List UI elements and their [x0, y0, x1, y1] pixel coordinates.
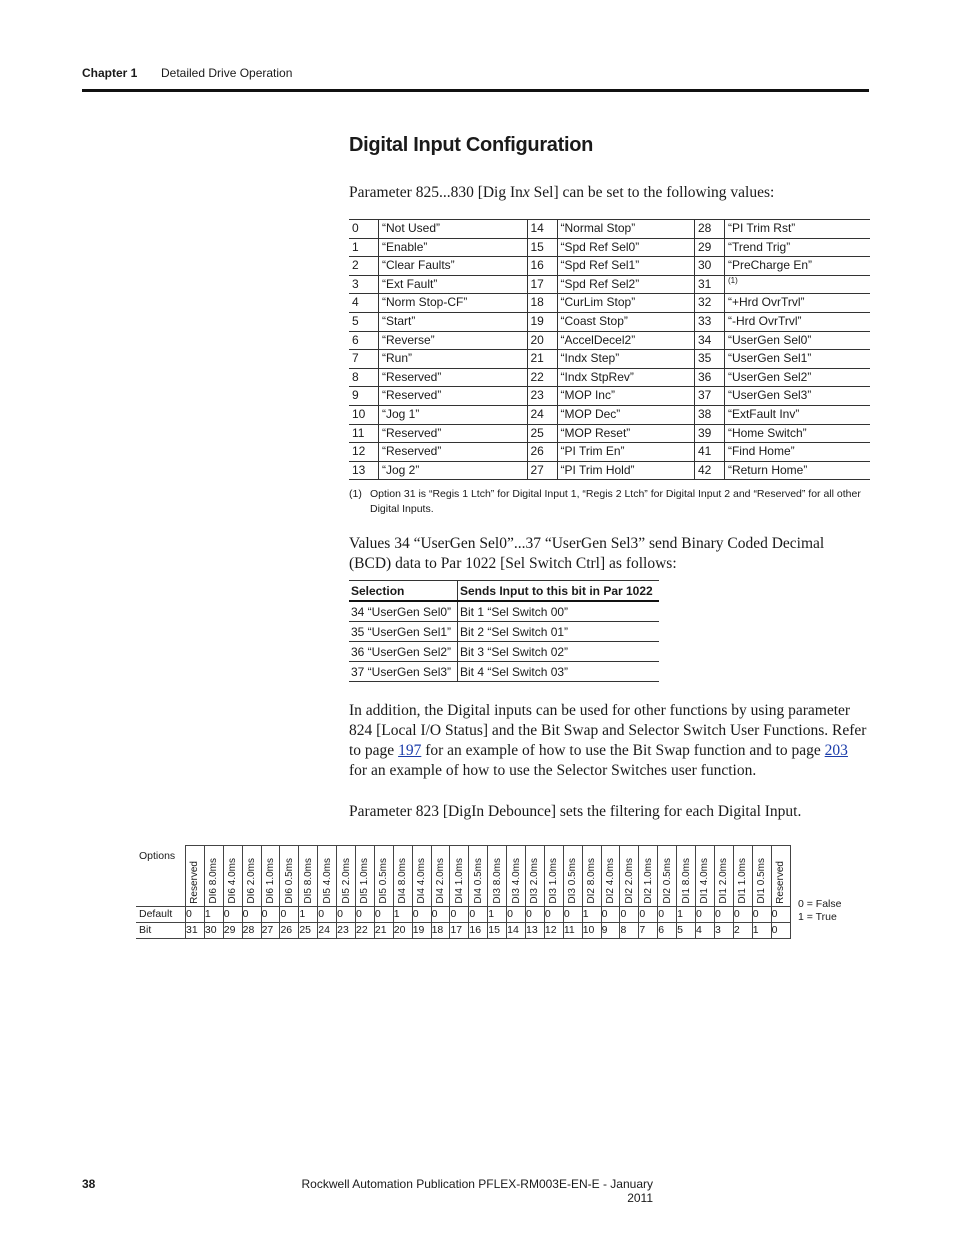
bit-number: 14: [507, 922, 526, 938]
option-label: DI6 1.0ms: [265, 857, 276, 904]
option-header-cell: [374, 846, 393, 907]
option-number: 20: [527, 331, 557, 350]
option-header-cell: [507, 846, 526, 907]
option-number: 32: [694, 294, 724, 313]
bit-number: 29: [223, 922, 242, 938]
option-number: 0: [349, 220, 379, 239]
default-value: 0: [507, 906, 526, 922]
option-header-cell: [431, 846, 450, 907]
option-name: “Reverse”: [379, 331, 528, 350]
bit-number: 11: [563, 922, 582, 938]
default-value: 0: [639, 906, 658, 922]
default-value: 0: [280, 906, 299, 922]
page-number: 38: [82, 1177, 96, 1191]
option-header-cell: [639, 846, 658, 907]
page-197-link[interactable]: 197: [398, 742, 422, 759]
option-number: 17: [527, 275, 557, 294]
option-name: “PI Trim Rst”: [724, 220, 870, 239]
default-value: 1: [582, 906, 601, 922]
option-label: DI3 8.0ms: [491, 857, 503, 904]
default-value: 1: [204, 906, 223, 922]
option-name: “Reserved”: [379, 443, 528, 462]
bcd-paragraph: Values 34 “UserGen Sel0”...37 “UserGen Sel3” send Binary Coded Decimal (BCD) data to Par 1022 [Sel Switch Ctrl] as follows:: [349, 535, 825, 572]
intro-text-var: x: [522, 184, 530, 201]
bit-label: Bit: [136, 922, 186, 938]
option-label: Reserved: [189, 860, 201, 904]
default-value: 0: [337, 906, 356, 922]
option-number: 33: [694, 312, 724, 331]
option-label: DI3 0.5ms: [567, 857, 579, 904]
bit-cell: Bit 1 “Sel Switch 00”: [458, 601, 660, 622]
option-number: 4: [349, 294, 379, 313]
option-number: 1: [349, 238, 379, 257]
option-name: “Spd Ref Sel2”: [557, 275, 694, 294]
option-name: “Trend Trig”: [724, 238, 870, 257]
table-row: [349, 443, 870, 462]
option-number: 3: [349, 275, 379, 294]
option-number: 31: [694, 275, 724, 294]
option-number: 2: [349, 257, 379, 276]
option-name: “CurLim Stop”: [557, 294, 694, 313]
debounce-paragraph: Parameter 823 [DigIn Debounce] sets the filtering for each Digital Input.: [349, 803, 802, 820]
default-value: 0: [601, 906, 620, 922]
default-value: 1: [488, 906, 507, 922]
option-name: “UserGen Sel2”: [724, 368, 870, 387]
default-value: 0: [696, 906, 715, 922]
option-name: “MOP Dec”: [557, 405, 694, 424]
footnote: [349, 487, 869, 517]
option-header-cell: [582, 846, 601, 907]
option-number: 12: [349, 443, 379, 462]
table-row: [349, 461, 870, 480]
table-row: [349, 331, 870, 350]
option-label: DI2 1.0ms: [642, 857, 654, 904]
option-header-cell: [620, 846, 639, 907]
option-name: “Clear Faults”: [379, 257, 528, 276]
option-number: 21: [527, 350, 557, 369]
bit-number: 15: [488, 922, 507, 938]
default-value: 0: [356, 906, 375, 922]
bit-number: 20: [393, 922, 412, 938]
bit-number: 19: [412, 922, 431, 938]
default-value: 0: [752, 906, 771, 922]
bit-number: 23: [337, 922, 356, 938]
option-header-cell: [242, 846, 261, 907]
option-name: “UserGen Sel3”: [724, 387, 870, 406]
bit-number: 2: [733, 922, 752, 938]
intro-text-pre: Parameter 825...830 [Dig In: [349, 184, 523, 201]
option-name: “UserGen Sel0”: [724, 331, 870, 350]
addition-text-3: for an example of how to use the Selector Switches user function.: [349, 762, 757, 779]
option-header-cell: [450, 846, 469, 907]
option-name: “Reserved”: [379, 424, 528, 443]
header-rule: [82, 89, 869, 92]
default-value: 0: [563, 906, 582, 922]
selection-cell: 37 “UserGen Sel3”: [349, 662, 458, 682]
default-value: 0: [412, 906, 431, 922]
bit-number: 6: [658, 922, 677, 938]
option-header-cell: [733, 846, 752, 907]
default-value: 0: [526, 906, 545, 922]
table-row: [349, 220, 870, 239]
option-header-cell: [771, 846, 790, 907]
option-label: DI3 1.0ms: [548, 857, 560, 904]
table-row: [349, 275, 870, 294]
bit-number: 30: [204, 922, 223, 938]
option-label: DI4 1.0ms: [453, 857, 465, 904]
table-row: [349, 387, 870, 406]
option-label: DI5 4.0ms: [321, 857, 333, 904]
addition-text-2: for an example of how to use the Bit Swap function and to page: [421, 742, 825, 759]
bit-number: 9: [601, 922, 620, 938]
option-number: 8: [349, 368, 379, 387]
option-name: “AccelDecel2”: [557, 331, 694, 350]
option-name: “Find Home”: [724, 443, 870, 462]
option-header-cell: [488, 846, 507, 907]
bit-number: 17: [450, 922, 469, 938]
bit-number: 28: [242, 922, 261, 938]
option-name: “Jog 1”: [379, 405, 528, 424]
option-header-cell: [412, 846, 431, 907]
option-label: DI3 2.0ms: [529, 857, 541, 904]
option-number: 37: [694, 387, 724, 406]
option-label: DI1 4.0ms: [699, 857, 711, 904]
option-name: “Spd Ref Sel1”: [557, 257, 694, 276]
option-name: “Start”: [379, 312, 528, 331]
option-header-cell: [469, 846, 488, 907]
default-value: 0: [544, 906, 563, 922]
bit-number: 1: [752, 922, 771, 938]
table-row: [349, 662, 659, 682]
option-label: DI5 2.0ms: [340, 857, 352, 904]
default-value: 1: [299, 906, 318, 922]
default-value: 0: [318, 906, 337, 922]
default-value: 0: [714, 906, 733, 922]
selection-cell: 36 “UserGen Sel2”: [349, 642, 458, 662]
bit-number: 12: [544, 922, 563, 938]
table-row: [349, 368, 870, 387]
intro-text-post: Sel] can be set to the following values:: [529, 184, 775, 201]
option-header-cell: [658, 846, 677, 907]
option-label: DI2 4.0ms: [605, 857, 617, 904]
option-name: “Normal Stop”: [557, 220, 694, 239]
option-label: Reserved: [775, 860, 787, 904]
section-title: Digital Input Configuration: [349, 134, 594, 156]
option-number: 11: [349, 424, 379, 443]
bit-cell: Bit 3 “Sel Switch 02”: [458, 642, 660, 662]
option-number: 19: [527, 312, 557, 331]
default-value: 0: [261, 906, 280, 922]
option-label: DI6 0.5ms: [283, 857, 295, 904]
table-row: [349, 601, 659, 622]
option-header-cell: [696, 846, 715, 907]
option-header-cell: [393, 846, 412, 907]
option-header-cell: [601, 846, 620, 907]
option-name: “Ext Fault”: [379, 275, 528, 294]
option-label: DI5 8.0ms: [302, 857, 314, 904]
option-name: “PreCharge En”: [724, 257, 870, 276]
options-label: Options: [139, 849, 176, 862]
option-name: “-Hrd OvrTrvl”: [724, 312, 870, 331]
option-header-cell: [752, 846, 771, 907]
option-name: “+Hrd OvrTrvl”: [724, 294, 870, 313]
default-value: 0: [450, 906, 469, 922]
option-label: DI1 2.0ms: [718, 857, 730, 904]
option-number: 7: [349, 350, 379, 369]
option-number: 23: [527, 387, 557, 406]
option-name: “MOP Reset”: [557, 424, 694, 443]
option-number: 25: [527, 424, 557, 443]
option-number: 35: [694, 350, 724, 369]
option-header-cell: [299, 846, 318, 907]
publication-info: Rockwell Automation Publication PFLEX-RM003E-EN-E - January 2011: [301, 1177, 653, 1205]
option-header-cell: [186, 846, 205, 907]
option-name: “Not Used”: [379, 220, 528, 239]
option-name: “PI Trim Hold”: [557, 461, 694, 480]
option-label: DI2 8.0ms: [586, 857, 598, 904]
option-name: “Coast Stop”: [557, 312, 694, 331]
option-number: 27: [527, 461, 557, 480]
option-label: DI6 4.0ms: [227, 857, 239, 904]
option-number: 6: [349, 331, 379, 350]
option-label: DI5 1.0ms: [359, 857, 371, 904]
selection-table: [349, 580, 659, 682]
option-number: 22: [527, 368, 557, 387]
table-row: [349, 350, 870, 369]
table-row: [349, 257, 870, 276]
bit-number: 21: [374, 922, 393, 938]
bit-number: 18: [431, 922, 450, 938]
option-number: 5: [349, 312, 379, 331]
option-label: DI2 0.5ms: [661, 857, 673, 904]
digital-input-values-table: [349, 219, 870, 480]
option-name: “UserGen Sel1”: [724, 350, 870, 369]
addition-text-1: In addition, the Digital inputs can be used for other functions by using parameter 824 [Local I/O Status] and the Bit Swap and Selector Switch User Functions. Refer to page: [349, 702, 867, 759]
option-header-cell: [677, 846, 696, 907]
option-number: 42: [694, 461, 724, 480]
option-name: “Reserved”: [379, 387, 528, 406]
option-number: 9: [349, 387, 379, 406]
legend-false: 0 = False: [798, 898, 842, 910]
bit-number: 5: [677, 922, 696, 938]
option-label: DI1 0.5ms: [756, 857, 768, 904]
intro-paragraph: [349, 183, 869, 203]
option-header-cell: [526, 846, 545, 907]
option-label: DI4 4.0ms: [416, 857, 428, 904]
table-row: [349, 238, 870, 257]
bit-number: 10: [582, 922, 601, 938]
option-name: “Norm Stop-CF”: [379, 294, 528, 313]
default-value: 1: [393, 906, 412, 922]
option-name: “Return Home”: [724, 461, 870, 480]
option-number: 26: [527, 443, 557, 462]
option-label: DI3 4.0ms: [510, 857, 522, 904]
option-number: 30: [694, 257, 724, 276]
bit-number: 27: [261, 922, 280, 938]
option-name: “MOP Inc”: [557, 387, 694, 406]
legend: [798, 898, 841, 924]
selection-cell: 34 “UserGen Sel0”: [349, 601, 458, 622]
table-row: [349, 294, 870, 313]
bit-number: 0: [771, 922, 790, 938]
option-number: 38: [694, 405, 724, 424]
footnote-marker: (1): [349, 488, 362, 500]
option-label: DI6 2.0ms: [246, 857, 258, 904]
bit-number: 8: [620, 922, 639, 938]
bit-number: 22: [356, 922, 375, 938]
option-number: 36: [694, 368, 724, 387]
option-name: “Run”: [379, 350, 528, 369]
footnote-text: Option 31 is “Regis 1 Ltch” for Digital Input 1, “Regis 2 Ltch” for Digital Input 2 and “Reserved” for all other Digital Inputs.: [370, 488, 861, 515]
option-label: DI4 8.0ms: [397, 857, 409, 904]
option-name: “Reserved”: [379, 368, 528, 387]
option-header-cell: [223, 846, 242, 907]
option-name: “Spd Ref Sel0”: [557, 238, 694, 257]
option-name: “Jog 2”: [379, 461, 528, 480]
bit-number: 31: [186, 922, 205, 938]
option-label: DI4 0.5ms: [472, 857, 484, 904]
bit-number: 4: [696, 922, 715, 938]
bit-number: 26: [280, 922, 299, 938]
table-row: [349, 642, 659, 662]
default-label: Default: [136, 906, 186, 922]
default-value: 0: [771, 906, 790, 922]
option-name: “Home Switch”: [724, 424, 870, 443]
table-row: [349, 622, 659, 642]
chapter-title: Detailed Drive Operation: [161, 66, 293, 80]
bit-cell: Bit 2 “Sel Switch 01”: [458, 622, 660, 642]
table-row: [349, 424, 870, 443]
default-value: 0: [658, 906, 677, 922]
chapter-label: Chapter 1: [82, 66, 138, 80]
debounce-table: [136, 845, 791, 939]
option-label: DI1 8.0ms: [680, 857, 692, 904]
footnote-ref: (1): [727, 275, 738, 285]
bit-number: 7: [639, 922, 658, 938]
default-value: 0: [242, 906, 261, 922]
option-number: 14: [527, 220, 557, 239]
bit-number: 25: [299, 922, 318, 938]
option-number: 29: [694, 238, 724, 257]
table-row: [349, 312, 870, 331]
option-number: 24: [527, 405, 557, 424]
bit-number: 24: [318, 922, 337, 938]
addition-paragraph: [349, 701, 869, 781]
bit-number: 3: [714, 922, 733, 938]
option-number: 34: [694, 331, 724, 350]
bit-number: 13: [526, 922, 545, 938]
default-value: 0: [469, 906, 488, 922]
option-number: 41: [694, 443, 724, 462]
option-header-cell: [280, 846, 299, 907]
legend-true: 1 = True: [798, 911, 837, 923]
option-header-cell: [318, 846, 337, 907]
option-header-cell: [204, 846, 223, 907]
option-header-cell: [544, 846, 563, 907]
option-name: [724, 275, 870, 294]
option-header-cell: [337, 846, 356, 907]
option-name: “ExtFault Inv”: [724, 405, 870, 424]
option-number: 16: [527, 257, 557, 276]
option-number: 28: [694, 220, 724, 239]
page-203-link[interactable]: 203: [824, 742, 848, 759]
option-header-cell: [356, 846, 375, 907]
default-value: 0: [186, 906, 205, 922]
option-name: “PI Trim En”: [557, 443, 694, 462]
default-value: 0: [431, 906, 450, 922]
default-value: 1: [677, 906, 696, 922]
bit-cell: Bit 4 “Sel Switch 03”: [458, 662, 660, 682]
option-number: 10: [349, 405, 379, 424]
option-name: “Enable”: [379, 238, 528, 257]
page-header: [82, 66, 293, 80]
option-number: 15: [527, 238, 557, 257]
option-number: 39: [694, 424, 724, 443]
bit-number: 16: [469, 922, 488, 938]
option-header-cell: [714, 846, 733, 907]
selection-cell: 35 “UserGen Sel1”: [349, 622, 458, 642]
default-value: 0: [374, 906, 393, 922]
option-name: “Indx Step”: [557, 350, 694, 369]
default-value: 0: [733, 906, 752, 922]
option-name: “Indx StpRev”: [557, 368, 694, 387]
option-number: 13: [349, 461, 379, 480]
option-header-cell: [563, 846, 582, 907]
table-row: [349, 405, 870, 424]
selection-header: Selection: [349, 581, 458, 602]
option-label: DI5 0.5ms: [378, 857, 390, 904]
option-label: DI4 2.0ms: [435, 857, 447, 904]
default-value: 0: [620, 906, 639, 922]
option-header-cell: [261, 846, 280, 907]
sends-input-header: Sends Input to this bit in Par 1022: [458, 581, 660, 602]
default-value: 0: [223, 906, 242, 922]
option-label: DI1 1.0ms: [737, 857, 749, 904]
option-label: DI6 8.0ms: [208, 857, 220, 904]
option-number: 18: [527, 294, 557, 313]
option-label: DI2 2.0ms: [623, 857, 635, 904]
